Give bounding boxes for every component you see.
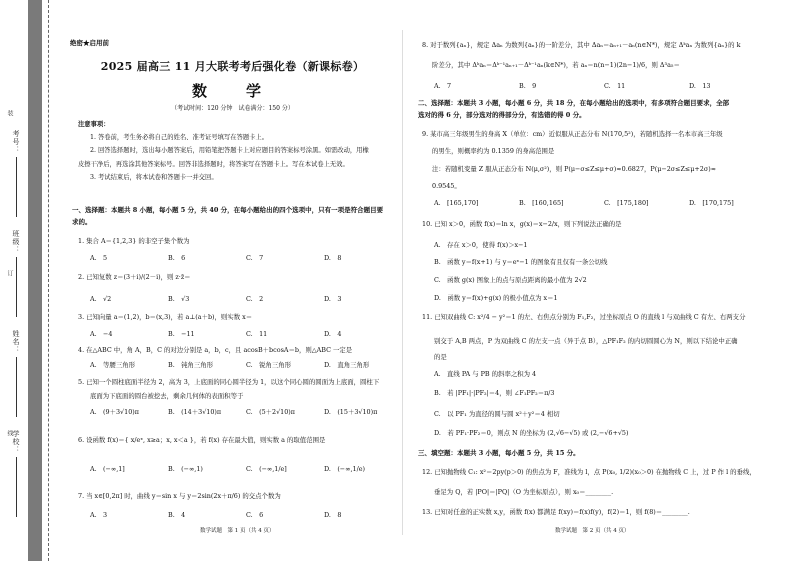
question-11-cont2: 的是 — [434, 353, 447, 361]
question-2: 2. 已知复数 z＝(3＋i)/(2－i)，则 z·z̄＝ — [78, 273, 191, 281]
option: D. 8 — [324, 254, 342, 262]
page-footer-left: 数学试题 第 1 页（共 4 页） — [200, 528, 275, 534]
question-12-cont: 垂足为 Q，若 |PO|＝|PQ|（O 为坐标原点），则 x₀＝________. — [434, 488, 614, 496]
option: A. [165,170] — [434, 199, 479, 207]
subject-title: 数 学 — [191, 82, 273, 100]
page-footer-right: 数学试题 第 2 页（共 4 页） — [555, 528, 630, 534]
question-11-option-b: B. 若 |PF₁|·|PF₂|＝4，则 ∠F₁PF₂＝π/3 — [434, 389, 555, 397]
question-5: 5. 已知一个圆柱底面半径为 2，高为 3，上底面的同心圆半径为 1，以这个同心圆的圆面为上底面，圆柱下 — [78, 378, 380, 386]
option: D. (15＋3√10)π — [324, 408, 378, 416]
question-9: 9. 某市高三年级男生的身高 X（单位：cm）近似服从正态分布 N(170,5²)，若随机选择一名本市高三年级 — [422, 130, 723, 138]
option: C. 锐角三角形 — [246, 361, 292, 369]
question-1: 1. 集合 A＝{1,2,3} 的非空子集个数为 — [78, 237, 190, 245]
question-6-options — [90, 464, 402, 473]
option: C. 6 — [246, 511, 264, 519]
option: B. 钝角三角形 — [168, 361, 214, 369]
option: B. √3 — [168, 295, 190, 303]
option: B. (−∞,1) — [168, 465, 203, 473]
notes-heading: 注意事项： — [78, 121, 110, 128]
field-class: 班级： — [8, 230, 24, 320]
question-2-options — [90, 294, 402, 303]
question-8-cont: 阶差分，其中 Δᵏaₙ＝Δᵏ⁻¹aₙ₊₁－Δᵏ⁻¹aₙ(k∈N*)，若 aₙ＝n(n−1)(2n−1)/6，则 Δ³a₅＝ — [432, 61, 680, 69]
question-11-option-c: C. 以 PF₁ 为直径的圆与圆 x²＋y²＝4 相切 — [434, 410, 560, 418]
option: C. (5＋2√10)π — [246, 408, 295, 416]
option: B. 9 — [519, 82, 537, 90]
question-6: 6. 设函数 f(x)＝{ x/eˣ, x≥a；x, x＜a }，若 f(x) 存在最大值，则实数 a 的取值范围是 — [78, 436, 326, 444]
question-11-cont: 别交于 A,B 两点，P 为双曲线 C 的左支一点（异于点 B），△PF₁F₂ 的内切圆圆心为 N，则以下结论中正确 — [434, 337, 738, 345]
question-4: 4. 在△ABC 中，角 A，B，C 的对边分别是 a，b，c，且 acosB＋bcosA＝b，则△ABC 一定是 — [78, 346, 353, 354]
question-9-note-cont: 0.9545。 — [432, 182, 461, 190]
field-exam-number: 考号： — [8, 130, 24, 220]
exam-meta: （考试时间：120 分钟 试卷满分：150 分） — [171, 105, 294, 112]
option: A. 等腰三角形 — [90, 361, 135, 369]
question-10-option-b: B. 函数 y＝f(x+1) 与 y＝eˣ−1 的图象有且仅有一条公切线 — [434, 258, 608, 266]
option: B. −11 — [168, 330, 195, 338]
secret-mark: 绝密★启用前 — [70, 39, 109, 47]
question-8-options — [434, 81, 774, 90]
binding-margin — [0, 0, 60, 561]
option: B. 4 — [168, 511, 186, 519]
question-9-note: 注：若随机变量 Z 服从正态分布 N(μ,σ²)，则 P(μ−σ≤Z≤μ+σ)≈0.6827，P(μ−2σ≤Z≤μ+2σ)≈ — [432, 165, 717, 173]
option: D. 3 — [324, 295, 342, 303]
option: D. 4 — [324, 330, 342, 338]
binding-mark: 线 — [6, 430, 13, 436]
option: C. 11 — [604, 82, 626, 90]
question-8: 8. 对于数列{aₙ}，规定 Δaₙ 为数列{aₙ}的一阶差分，其中 Δaₙ＝aₙ₊₁－aₙ(n∈N*)，规定 Δᵏaₙ 为数列{aₙ}的 k — [422, 41, 741, 49]
exam-title: 2025 届高三 11 月大联考考后强化卷（新课标卷） — [100, 60, 365, 73]
field-name: 姓名： — [8, 330, 24, 420]
section-3-heading: 三、填空题：本题共 3 小题，每小题 5 分，共 15 分。 — [418, 449, 580, 457]
option: A. 3 — [90, 511, 108, 519]
question-11: 11. 已知双曲线 C: x²/4 − y²＝1 的左、右焦点分别为 F₁,F₂，过坐标原点 O 的直线 l 与双曲线 C 有左、右两支分 — [422, 313, 746, 321]
section-1-heading-cont: 求的。 — [72, 218, 92, 226]
binding-mark: 订 — [6, 270, 13, 276]
option: B. (14＋3√10)π — [168, 408, 222, 416]
question-7: 7. 当 x∈[0,2π] 时，曲线 y＝sin x 与 y＝2sin(2x＋π/6) 的交点个数为 — [78, 492, 281, 500]
question-1-options — [90, 253, 402, 262]
option: A. −4 — [90, 330, 113, 338]
option: B. 6 — [168, 254, 186, 262]
option: D. (−∞,1/e) — [324, 465, 366, 473]
option: A. (9＋3√10)π — [90, 408, 139, 416]
option: C. 7 — [246, 254, 264, 262]
question-3: 3. 已知向量 a＝(1,2)，b＝(x,3)，若 a⊥(a＋b)，则实数 x＝ — [78, 313, 253, 321]
question-12: 12. 已知抛物线 C₁: x²＝2py(p＞0) 的焦点为 F，准线为 l，点 P(x₀, 1/2)(x₀＞0) 在抛物线 C 上，过 P 作 l 的垂线， — [422, 468, 756, 476]
question-10-option-c: C. 函数 g(x) 图象上的点与原点距离的最小值为 2√2 — [434, 276, 587, 284]
question-5-options — [90, 407, 402, 416]
notes-block — [78, 118, 398, 184]
question-9-options — [434, 198, 774, 207]
binding-strip — [28, 0, 42, 561]
question-10-option-d: D. 函数 y＝f(x)+g(x) 的极小值点为 x＝1 — [434, 294, 558, 302]
option: C. (−∞,1/e] — [246, 465, 287, 473]
note-item: 3. 考试结束后，将本试卷和答题卡一并交回。 — [90, 173, 218, 181]
question-5-cont: 底面为下底面的圆台被挖去，剩余几何体的表面积等于 — [90, 392, 244, 400]
section-2-heading-cont: 选对的得 6 分，部分选对的得部分分，有选错的得 0 分。 — [418, 111, 586, 119]
option: C. 2 — [246, 295, 264, 303]
page-divider — [402, 30, 403, 535]
question-10: 10. 已知 x＞0，函数 f(x)＝ln x，g(x)＝x−2/x，则下列说法正确的是 — [422, 220, 622, 228]
option: A. 5 — [90, 254, 108, 262]
section-1-heading: 一、选择题：本题共 8 小题，每小题 5 分，共 40 分，在每小题给出的四个选项中，只有一项是符合题目要 — [72, 206, 384, 214]
binding-mark: 装 — [6, 110, 13, 116]
question-7-options — [90, 510, 402, 519]
option: A. √2 — [90, 295, 112, 303]
option: C. 11 — [246, 330, 268, 338]
question-9-cont: 的男生，则概率约为 0.1359 的身高范围是 — [432, 147, 555, 155]
option: D. 直角三角形 — [324, 361, 370, 369]
option: D. 8 — [324, 511, 342, 519]
option: D. [170,175] — [689, 199, 734, 207]
option: B. [160,165] — [519, 199, 564, 207]
note-item: 2. 回答选择题时，选出每小题答案后，用铅笔把答题卡上对应题目的答案标号涂黑。如需改动，用橡 — [90, 147, 369, 155]
section-2-heading: 二、选择题：本题共 3 小题，每小题 6 分，共 18 分，在每小题给出的选项中，有多项符合题目要求，全部 — [418, 99, 730, 107]
note-item: 皮擦干净后，再选涂其他答案标号。回答非选择题时，将答案写在答题卡上。写在本试卷上无效。 — [78, 160, 349, 168]
option: C. [175,180] — [604, 199, 649, 207]
option: A. 7 — [434, 82, 452, 90]
note-item: 1. 答卷前，考生务必将自己的姓名、准考证号填写在答题卡上。 — [90, 134, 269, 142]
binding-dashed-line — [48, 0, 49, 561]
question-11-option-a: A. 直线 PA 与 PB 的斜率之积为 4 — [434, 370, 537, 378]
question-13: 13. 已知对任意的正实数 x,y，函数 f(x) 都满足 f(xy)＝f(x)f(y)，f(2)＝1，则 f(8)＝________. — [422, 508, 690, 516]
question-10-option-a: A. 存在 x＞0，使得 f(x)＞x−1 — [434, 241, 528, 249]
question-4-options — [90, 360, 402, 369]
question-3-options — [90, 329, 402, 338]
field-school: 学校： — [8, 430, 24, 520]
option: A. (−∞,1] — [90, 465, 125, 473]
question-11-option-d: D. 若 PF₁·PF₂＝0，则点 N 的坐标为 (2,√6−√5) 或 (2,−√6+√5) — [434, 429, 629, 437]
option: D. 13 — [689, 82, 711, 90]
